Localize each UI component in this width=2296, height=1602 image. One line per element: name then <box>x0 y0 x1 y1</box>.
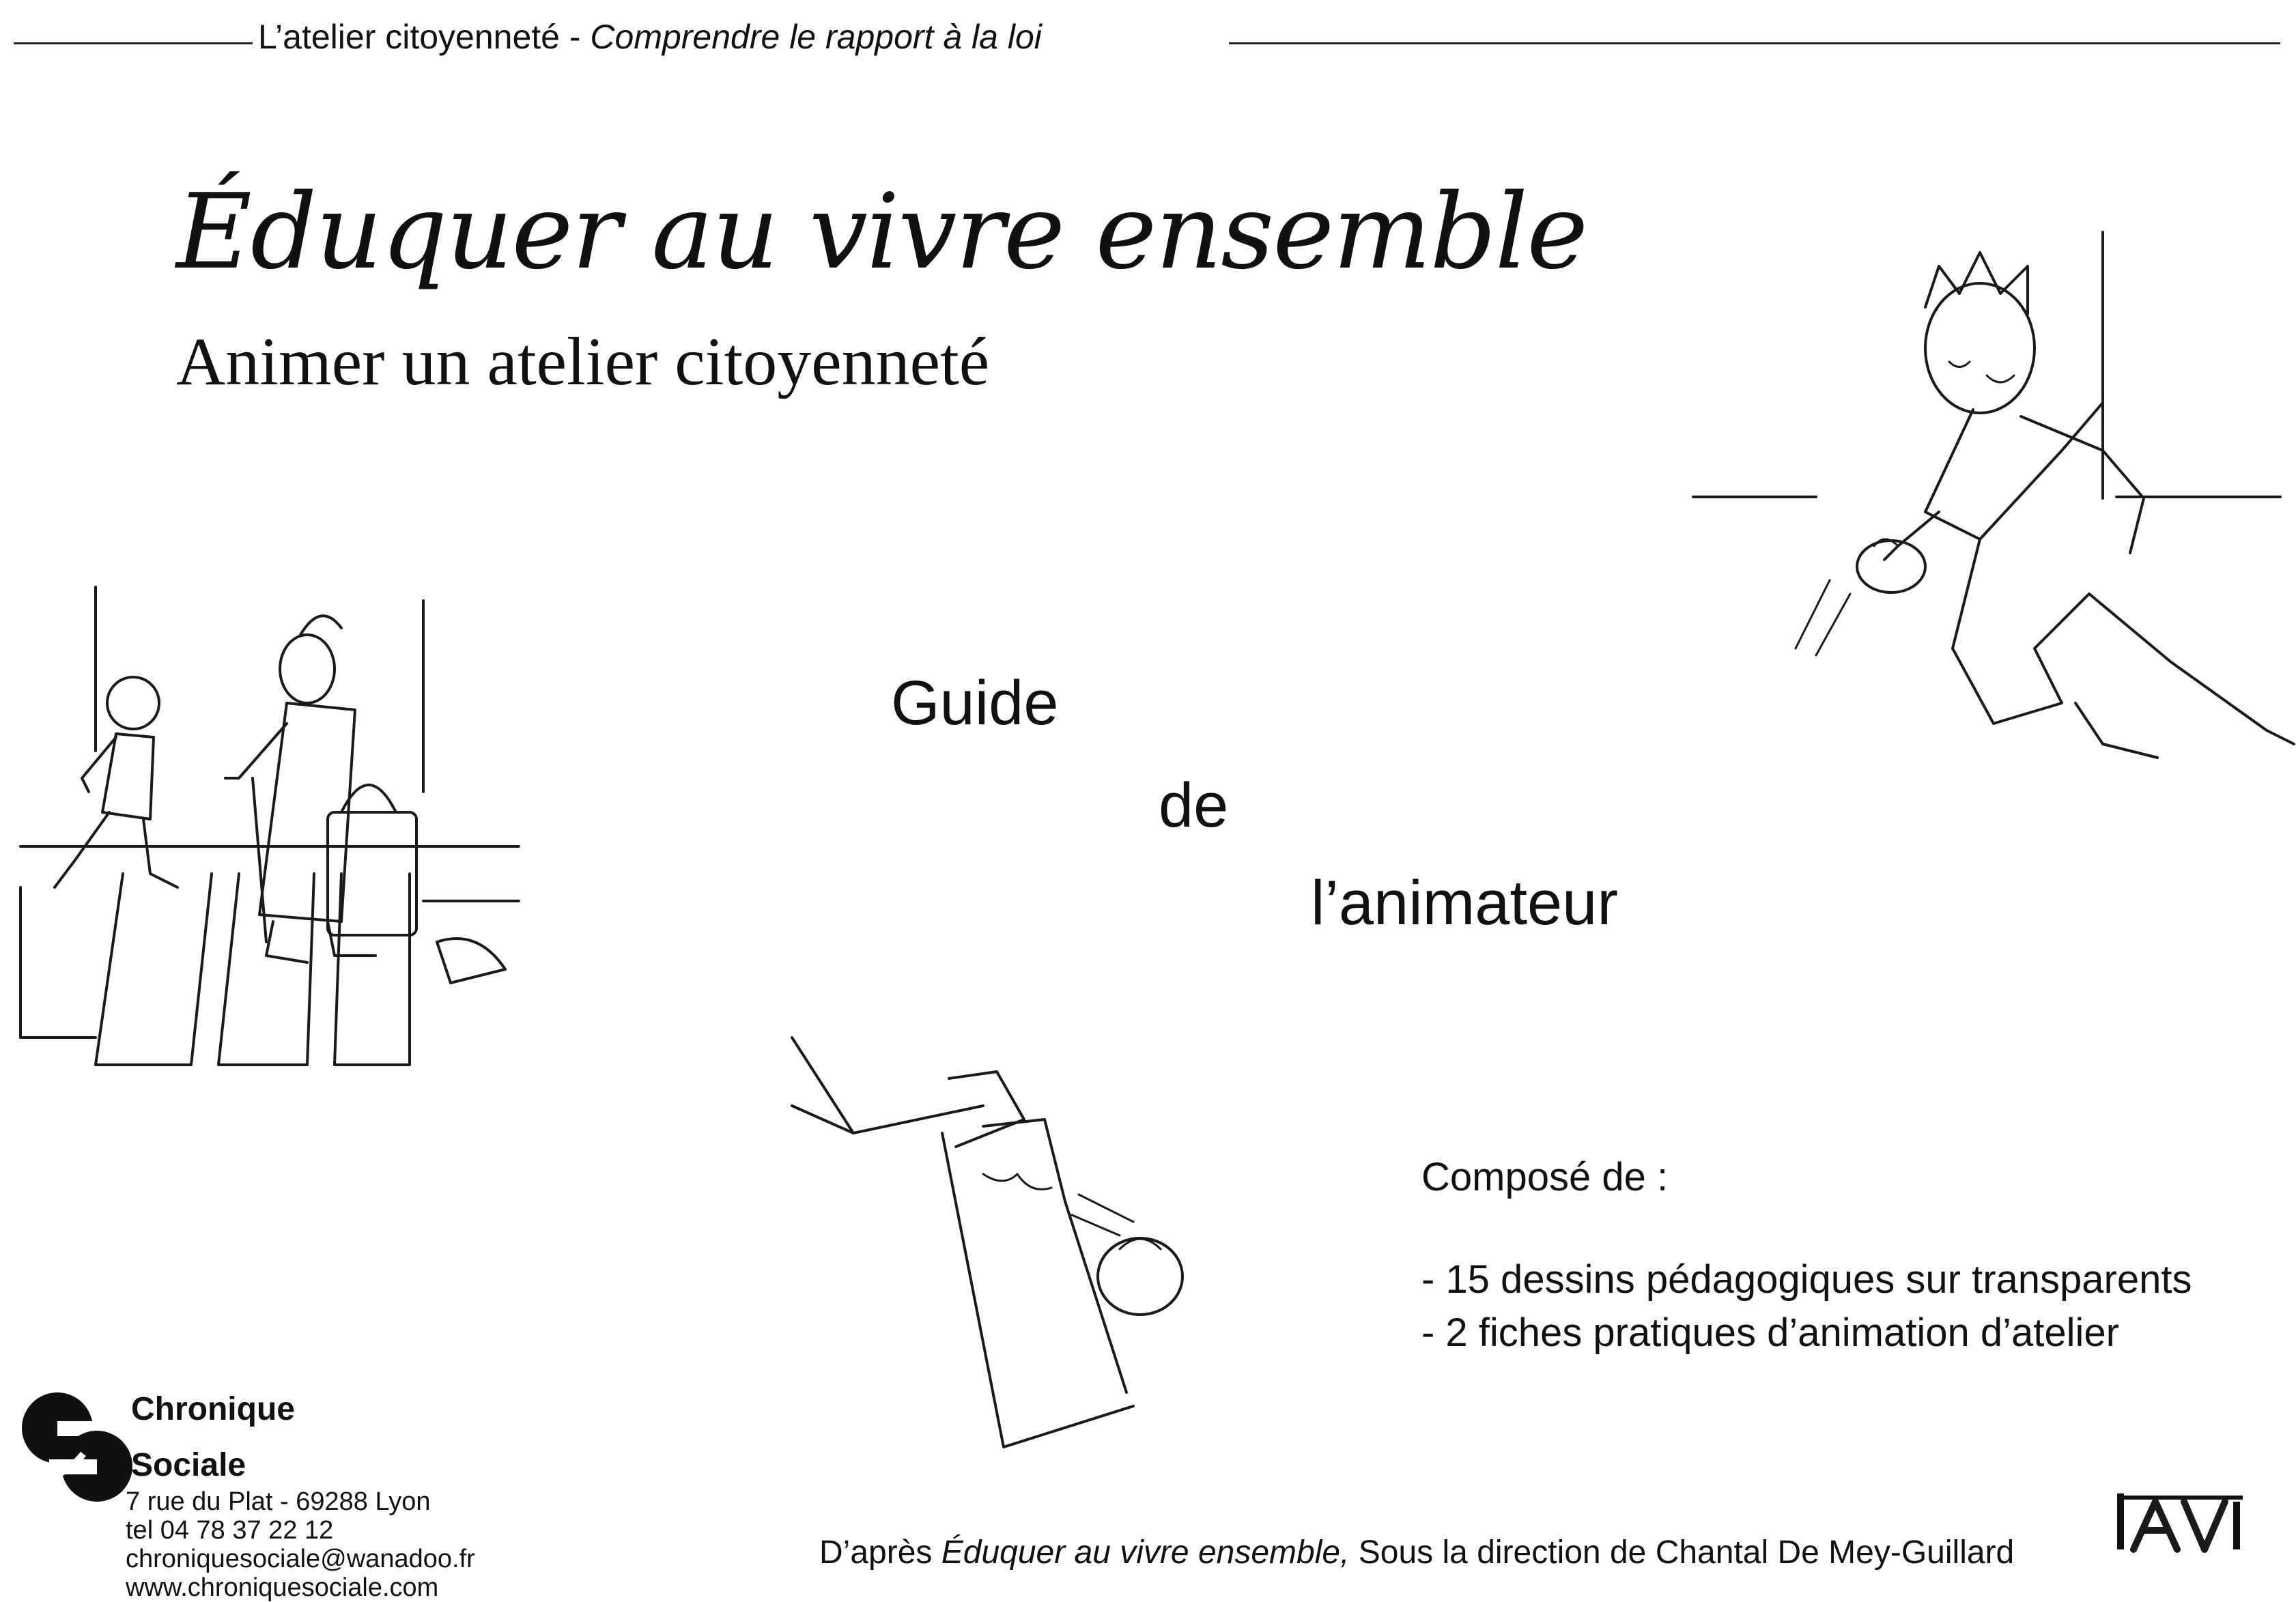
series-subtitle: Comprendre le rapport à la loi <box>590 18 1042 56</box>
credit-book-title: Éduquer au vivre ensemble, <box>941 1534 1350 1571</box>
publisher-phone: tel 04 78 37 22 12 <box>126 1516 334 1545</box>
guide-word-3: l’animateur <box>1311 868 1618 938</box>
publisher-name-line1: Chronique <box>131 1391 295 1427</box>
footer-credit <box>819 1532 2014 1573</box>
illustration-falling-purse <box>778 1024 1202 1468</box>
credit-direction: Sous la direction de Chantal De Mey-Guillard <box>1349 1534 2015 1571</box>
series-header <box>258 16 1042 57</box>
iavi-logo <box>2113 1488 2250 1556</box>
guide-word-2: de <box>1159 771 1229 840</box>
series-title: L’atelier citoyenneté - <box>258 18 591 56</box>
illustration-picking-up-purse <box>1680 225 2294 799</box>
publisher-name-line2: Sociale <box>131 1447 246 1483</box>
page-title: Éduquer au vivre ensemble <box>176 171 1587 292</box>
publisher-address: 7 rue du Plat - 69288 Lyon <box>126 1487 431 1516</box>
credit-prefix: D’après <box>819 1534 941 1571</box>
header-rule-right <box>1229 42 2280 44</box>
header-rule-left <box>14 42 253 44</box>
illustration-street-crossing <box>14 587 533 1065</box>
page-subtitle: Animer un atelier citoyenneté <box>176 324 990 399</box>
publisher-email: chroniquesociale@wanadoo.fr <box>126 1545 475 1573</box>
contents-item: - 15 dessins pédagogiques sur transparents <box>1421 1257 2192 1302</box>
publisher-website: www.chroniquesociale.com <box>126 1573 439 1602</box>
chronique-sociale-logo <box>15 1386 131 1508</box>
guide-word-1: Guide <box>891 668 1059 738</box>
contents-heading: Composé de : <box>1421 1155 1669 1199</box>
contents-item: - 2 fiches pratiques d’animation d’atelier <box>1421 1311 2119 1355</box>
